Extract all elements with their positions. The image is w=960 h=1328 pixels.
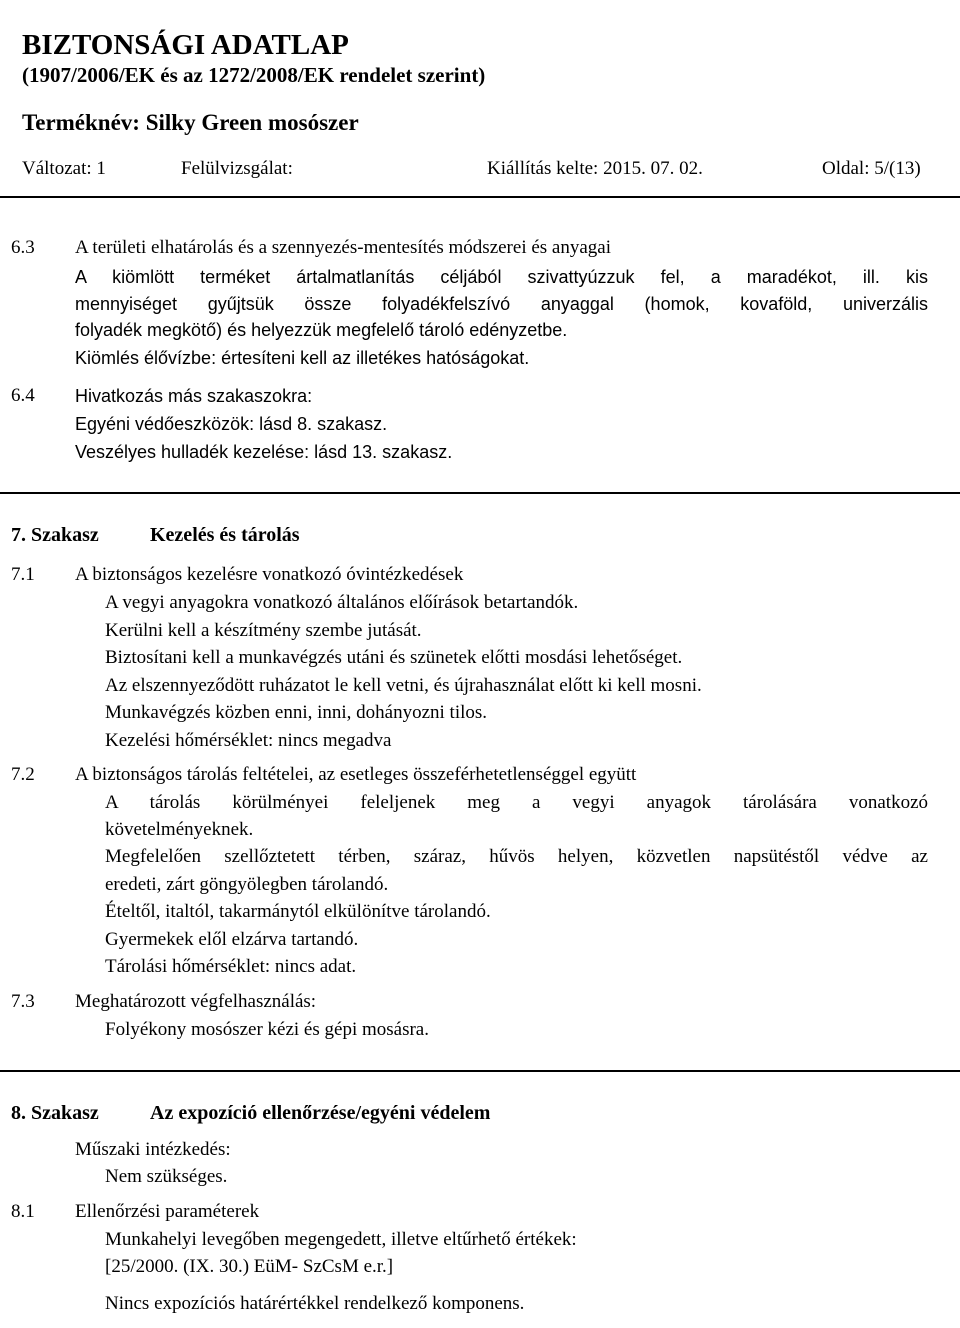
section-title-7-1: A biztonságos kezelésre vonatkozó óvintézkedések bbox=[75, 564, 464, 585]
page-number: Oldal: 5/(13) bbox=[822, 158, 921, 179]
text-line: A tárolás körülményei feleljenek meg a vegyi anyagok tárolására vonatkozó bbox=[105, 792, 928, 813]
regulation-subtitle: (1907/2006/EK és az 1272/2008/EK rendelet szerint) bbox=[22, 63, 486, 87]
text-line: Biztosítani kell a munkavégzés utáni és szünetek előtti mosdási lehetőséget. bbox=[105, 647, 683, 668]
text-line: Megfelelően szellőztetett térben, száraz, hűvös helyen, közvetlen napsütéstől védve az bbox=[105, 846, 928, 867]
text-line: [25/2000. (IX. 30.) EüM- SzCsM e.r.] bbox=[105, 1256, 394, 1277]
version-label: Változat: 1 bbox=[22, 158, 106, 179]
section-heading-8-title: Az expozíció ellenőrzése/egyéni védelem bbox=[150, 1102, 491, 1124]
text-line: mennyiséget gyűjtsük össze folyadékfelszívó anyaggal (homok, kovaföld, univerzális bbox=[75, 294, 928, 314]
text-line: Ételtől, italtól, takarmánytól elkülönítve tárolandó. bbox=[105, 901, 491, 922]
technical-measures-value: Nem szükséges. bbox=[105, 1166, 228, 1187]
product-name: Terméknév: Silky Green mosószer bbox=[22, 110, 359, 135]
section-number-7-3: 7.3 bbox=[11, 991, 35, 1012]
revision-label: Felülvizsgálat: bbox=[181, 158, 293, 179]
section-number-6-3: 6.3 bbox=[11, 237, 35, 258]
text-line: Munkahelyi levegőben megengedett, illetve eltűrhető értékek: bbox=[105, 1229, 577, 1250]
section-title-6-3: A területi elhatárolás és a szennyezés-mentesítés módszerei és anyagai bbox=[75, 237, 611, 258]
text-line: folyadék megkötő) és helyezzük megfelelő tároló edényzetbe. bbox=[75, 320, 568, 340]
text-line: Munkavégzés közben enni, inni, dohányozni tilos. bbox=[105, 702, 488, 723]
header-divider bbox=[0, 196, 960, 198]
issue-date: Kiállítás kelte: 2015. 07. 02. bbox=[487, 158, 703, 179]
text-line: Kezelési hőmérséklet: nincs megadva bbox=[105, 730, 392, 751]
text-line: eredeti, zárt göngyölegben tárolandó. bbox=[105, 874, 389, 895]
section-number-6-4: 6.4 bbox=[11, 385, 35, 406]
section-title-7-3: Meghatározott végfelhasználás: bbox=[75, 991, 317, 1012]
section-number-7-1: 7.1 bbox=[11, 564, 35, 585]
section-title-8-1: Ellenőrzési paraméterek bbox=[75, 1201, 260, 1222]
text-line: Kerülni kell a készítmény szembe jutását. bbox=[105, 620, 422, 641]
section-number-8-1: 8.1 bbox=[11, 1201, 35, 1222]
section-divider bbox=[0, 492, 960, 494]
text-line: A vegyi anyagokra vonatkozó általános előírások betartandók. bbox=[105, 592, 579, 613]
section-heading-7-number: 7. Szakasz bbox=[11, 524, 99, 546]
text-line: Egyéni védőeszközök: lásd 8. szakasz. bbox=[75, 414, 388, 434]
section-title-6-4: Hivatkozás más szakaszokra: bbox=[75, 386, 313, 406]
text-line: Az elszennyeződött ruházatot le kell vetni, és újrahasználat előtt ki kell mosni. bbox=[105, 675, 702, 696]
section-divider bbox=[0, 1070, 960, 1072]
text-line: Veszélyes hulladék kezelése: lásd 13. szakasz. bbox=[75, 442, 453, 462]
text-line: Gyermekek elől elzárva tartandó. bbox=[105, 929, 359, 950]
text-line: követelményeknek. bbox=[105, 819, 254, 840]
text-line: A kiömlött terméket ártalmatlanítás céljából szivattyúzzuk fel, a maradékot, ill. kis bbox=[75, 267, 928, 287]
text-line: Folyékony mosószer kézi és gépi mosásra. bbox=[105, 1019, 429, 1040]
section-title-7-2: A biztonságos tárolás feltételei, az esetleges összeférhetetlenséggel együtt bbox=[75, 764, 637, 785]
text-line: Kiömlés élővízbe: értesíteni kell az illetékes hatóságokat. bbox=[75, 348, 530, 368]
text-line: Tárolási hőmérséklet: nincs adat. bbox=[105, 956, 357, 977]
section-number-7-2: 7.2 bbox=[11, 764, 35, 785]
text-line: Nincs expozíciós határértékkel rendelkező komponens. bbox=[105, 1293, 525, 1314]
section-heading-7-title: Kezelés és tárolás bbox=[150, 524, 300, 546]
section-heading-8-number: 8. Szakasz bbox=[11, 1102, 99, 1124]
document-title: BIZTONSÁGI ADATLAP bbox=[22, 29, 349, 61]
technical-measures-label: Műszaki intézkedés: bbox=[75, 1139, 231, 1160]
